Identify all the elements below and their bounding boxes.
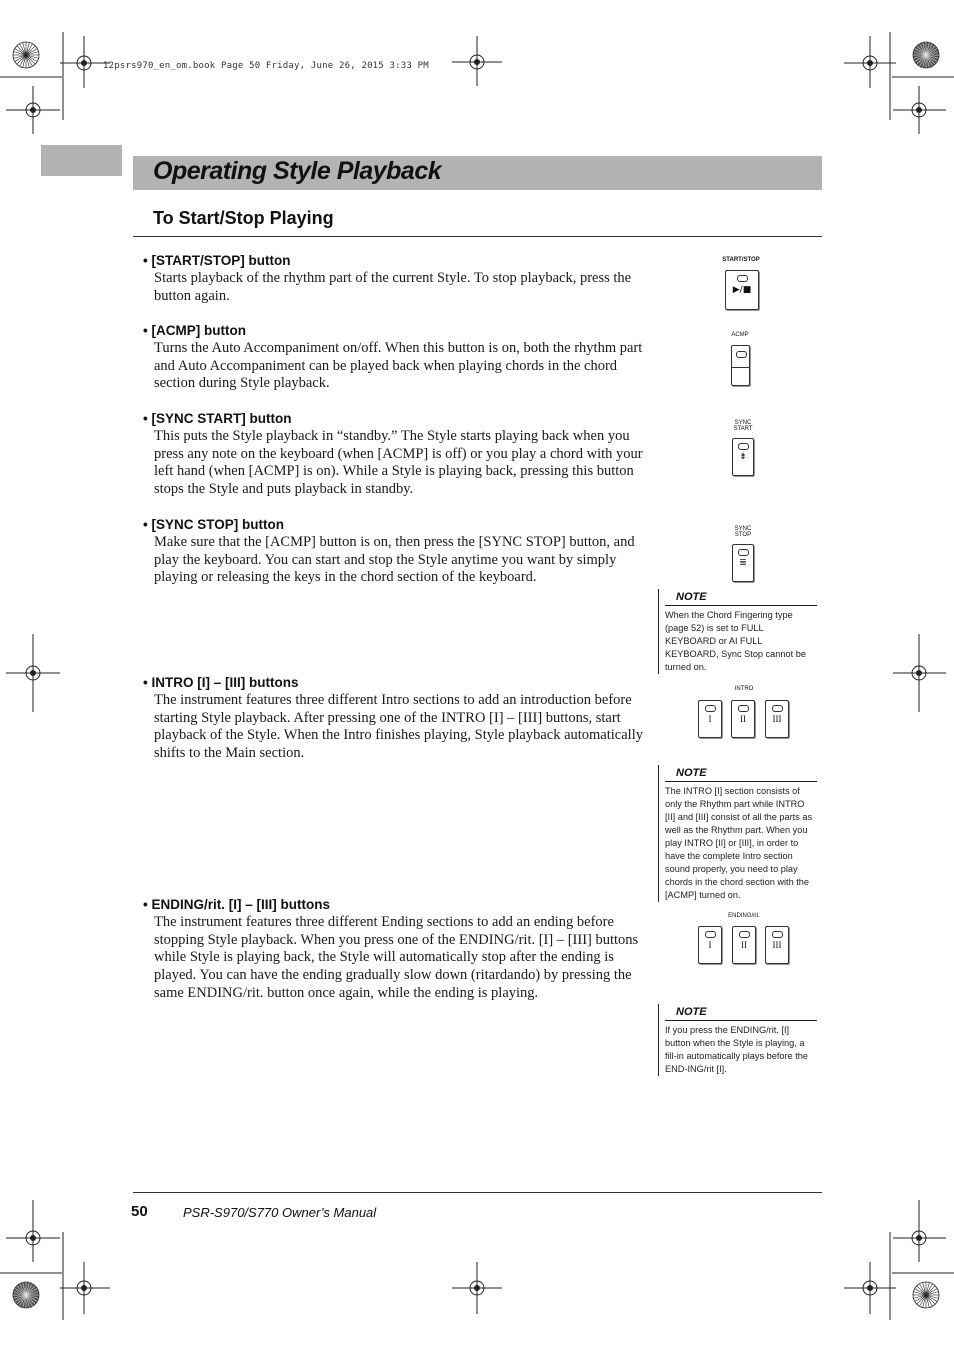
numeral-i: I bbox=[708, 714, 712, 724]
numeral-i: I bbox=[708, 940, 712, 950]
sync-start-button-illustration bbox=[732, 438, 754, 476]
intro-i-button-illustration bbox=[698, 700, 722, 738]
led-icon bbox=[772, 931, 783, 938]
sync-start-label: SYNC START bbox=[733, 420, 753, 432]
note-ending bbox=[658, 1004, 817, 1076]
item-body: The instrument features three different Intro sections to add an introduction before starting Style playback. After pressing one of the INTRO [I] – [III] buttons, start playback of the Style. When the Intro finishes playing, Style playback automatically shifts to the Main section. bbox=[154, 692, 643, 762]
led-icon bbox=[736, 351, 747, 358]
numeral-ii: II bbox=[740, 714, 746, 724]
item-heading: • [SYNC START] button bbox=[143, 411, 292, 426]
led-icon bbox=[738, 443, 749, 450]
note-label: NOTE bbox=[665, 1004, 817, 1021]
numeral-iii: III bbox=[772, 940, 782, 950]
item-body: Make sure that the [ACMP] button is on, then press the [SYNC STOP] button, and play the keyboard. You can start and stop the Style anytime you want by simply playing or releasing the keys in the chord section of the keyboard. bbox=[154, 534, 635, 586]
page-title: Operating Style Playback bbox=[153, 157, 442, 185]
section-heading: To Start/Stop Playing bbox=[153, 208, 334, 228]
sync-stop-label: SYNC STOP bbox=[734, 526, 752, 538]
section-rule bbox=[133, 236, 822, 237]
ending-iii-button-illustration bbox=[765, 926, 789, 964]
item-body: The instrument features three different Ending sections to add an ending before stopping Style playback. When you press one of the ENDING/rit. [I] – [III] buttons while Style is playing back, the Style will automatically stop after the ending is played. You can have the ending gradually slow down (ritardando) by pressing the same ENDING/rit. button once again, while the ending is playing. bbox=[154, 914, 639, 1001]
page-number: 50 bbox=[131, 1203, 148, 1220]
item-heading: • ENDING/rit. [I] – [III] buttons bbox=[143, 897, 330, 912]
note-label: NOTE bbox=[665, 589, 817, 606]
side-tab bbox=[41, 145, 122, 176]
numeral-ii: II bbox=[741, 940, 747, 950]
acmp-button-illustration bbox=[731, 345, 750, 386]
item-body: Starts playback of the rhythm part of the current Style. To stop playback, press the button again. bbox=[154, 270, 632, 304]
sync-start-icon: ⇟ bbox=[739, 452, 747, 462]
footer-rule bbox=[133, 1192, 822, 1193]
item-acmp bbox=[143, 321, 643, 393]
intro-iii-button-illustration bbox=[765, 700, 789, 738]
note-text: If you press the ENDING/rit. [I] button when the Style is playing, a fill-in automatically plays before the END-ING/rit [I]. bbox=[665, 1025, 808, 1074]
numeral-iii: III bbox=[772, 714, 782, 724]
item-heading: • INTRO [I] – [III] buttons bbox=[143, 675, 299, 690]
intro-ii-button-illustration bbox=[731, 700, 755, 738]
note-text: When the Chord Fingering type (page 52) is set to FULL KEYBOARD or AI FULL KEYBOARD, Sync Stop cannot be turned on. bbox=[665, 610, 806, 672]
title-bar bbox=[133, 156, 822, 190]
led-icon bbox=[705, 705, 716, 712]
item-body: Turns the Auto Accompaniment on/off. When this button is on, both the rhythm part and Auto Accompaniment can be played back when playing chords in the chord section during Style playback. bbox=[154, 340, 643, 392]
acmp-label: ACMP bbox=[731, 332, 749, 338]
led-icon bbox=[738, 705, 749, 712]
note-intro bbox=[658, 765, 817, 902]
item-heading: • [START/STOP] button bbox=[143, 253, 291, 268]
start-stop-label: START/STOP bbox=[722, 257, 760, 263]
ending-i-button-illustration bbox=[698, 926, 722, 964]
manual-title: PSR-S970/S770 Owner’s Manual bbox=[183, 1205, 377, 1220]
ending-ii-button-illustration bbox=[732, 926, 756, 964]
led-icon bbox=[739, 931, 750, 938]
led-icon bbox=[738, 549, 749, 556]
led-icon bbox=[772, 705, 783, 712]
start-stop-button-illustration bbox=[725, 270, 759, 310]
item-sync-start bbox=[143, 409, 643, 499]
sync-stop-button-illustration bbox=[732, 544, 754, 582]
note-label: NOTE bbox=[665, 765, 817, 782]
item-ending bbox=[143, 895, 643, 1003]
note-sync-stop bbox=[658, 589, 817, 674]
item-intro bbox=[143, 673, 643, 763]
printer-slug-line: 12psrs970_en_om.book Page 50 Friday, June 26, 2015 3:33 PM bbox=[103, 61, 429, 71]
note-text: The INTRO [I] section consists of only the Rhythm part while INTRO [II] and [III] consist of all the parts as well as the Rhythm part. When you play INTRO [II] or [III], in order to have the complete Intro section sound properly, you need to play chords in the chord section with the [ACMP] turned on. bbox=[665, 786, 813, 900]
item-body: This puts the Style playback in “standby.” The Style starts playing back when you press any note on the keyboard (when [ACMP] is off) or you play a chord with your left hand (when [ACMP] is on). While a Style is playing back, pressing this button stops the Style and puts playback in standby. bbox=[154, 428, 643, 498]
led-icon bbox=[737, 275, 748, 282]
item-sync-stop bbox=[143, 515, 643, 587]
sync-stop-icon: ≣ bbox=[739, 558, 747, 568]
play-stop-icon: ▶/■ bbox=[732, 285, 752, 295]
item-heading: • [SYNC STOP] button bbox=[143, 517, 284, 532]
item-heading: • [ACMP] button bbox=[143, 323, 246, 338]
item-start-stop bbox=[143, 251, 643, 305]
led-icon bbox=[705, 931, 716, 938]
intro-label: INTRO bbox=[734, 686, 754, 692]
ending-label: ENDING/rit. bbox=[728, 913, 760, 919]
